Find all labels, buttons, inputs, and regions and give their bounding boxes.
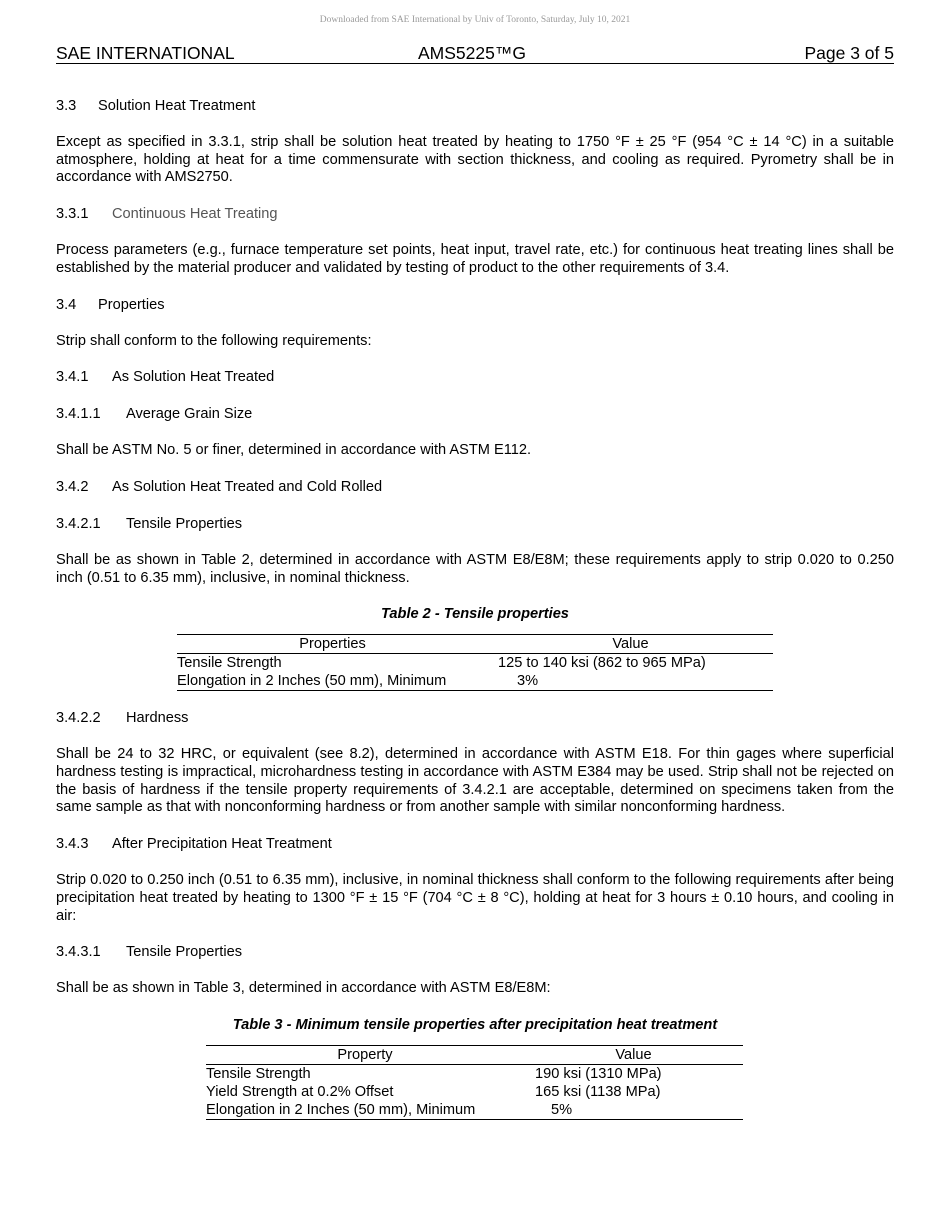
property-cell: Elongation in 2 Inches (50 mm), Minimum	[206, 1101, 524, 1120]
table-2-caption: Table 2 - Tensile properties	[381, 606, 569, 623]
page-header	[56, 43, 894, 64]
table-row	[206, 1101, 743, 1120]
section-number: 3.4	[56, 296, 77, 313]
page-number: Page 3 of 5	[804, 43, 894, 63]
column-header: Properties	[177, 635, 488, 654]
section-title: Tensile Properties	[126, 944, 242, 961]
section-number: 3.4.2.1	[56, 515, 101, 532]
section-heading-3-4-1-1	[56, 405, 894, 423]
section-heading-3-4	[56, 296, 894, 314]
table-row	[177, 654, 773, 673]
section-number: 3.4.2	[56, 478, 89, 495]
section-title: As Solution Heat Treated and Cold Rolled	[112, 478, 383, 495]
section-title: Tensile Properties	[126, 515, 242, 532]
section-heading-3-4-2-1	[56, 515, 894, 533]
section-number: 3.4.3.1	[56, 944, 101, 961]
table-header-row	[177, 635, 773, 654]
section-title: Continuous Heat Treating	[112, 206, 278, 223]
section-title: Hardness	[126, 710, 189, 727]
value-cell: 125 to 140 ksi (862 to 965 MPa)	[498, 655, 706, 672]
download-watermark: Downloaded from SAE International by Univ of Toronto, Saturday, July 10, 2021	[319, 15, 631, 25]
table-3-caption: Table 3 - Minimum tensile properties after precipitation heat treatment	[232, 1016, 718, 1033]
section-title: Properties	[98, 296, 165, 313]
table-row	[206, 1064, 743, 1083]
property-cell: Elongation in 2 Inches (50 mm), Minimum	[177, 672, 488, 691]
table-row	[206, 1083, 743, 1101]
property-cell: Tensile Strength	[177, 655, 282, 672]
value-cell: 3%	[488, 672, 773, 691]
column-header: Value	[488, 635, 773, 654]
section-heading-3-4-2-2	[56, 709, 894, 727]
table-2-tensile-properties	[177, 634, 773, 691]
section-title: As Solution Heat Treated	[112, 369, 275, 386]
section-title: After Precipitation Heat Treatment	[112, 836, 332, 853]
value-cell: 5%	[524, 1101, 743, 1120]
section-number: 3.3	[56, 98, 77, 114]
section-heading-3-4-1	[56, 368, 894, 386]
section-number: 3.3.1	[56, 206, 89, 223]
section-number: 3.4.2.2	[56, 710, 101, 727]
value-cell: 190 ksi (1310 MPa)	[535, 1065, 662, 1082]
section-title: Average Grain Size	[126, 406, 253, 423]
section-heading-3-3-1	[56, 205, 894, 223]
section-paragraph: Process parameters (e.g., furnace temperature set points, heat input, travel rate, etc.) for continuous heat treating lines shall be established by the material producer and validated by testing of product to the other requirements of 3.4.	[56, 242, 894, 276]
property-cell: Yield Strength at 0.2% Offset	[206, 1083, 394, 1100]
value-cell: 165 ksi (1138 MPa)	[535, 1083, 661, 1100]
section-number: 3.4.3	[56, 836, 89, 853]
section-heading-3-3	[56, 97, 894, 115]
publisher-name: SAE INTERNATIONAL	[56, 43, 235, 63]
document-id: AMS5225™G	[418, 43, 526, 63]
column-header: Value	[524, 1045, 743, 1064]
section-title: Solution Heat Treatment	[98, 98, 256, 114]
section-paragraph: Shall be ASTM No. 5 or finer, determined in accordance with ASTM E112.	[56, 442, 532, 459]
section-paragraph: Shall be as shown in Table 3, determined in accordance with ASTM E8/E8M:	[56, 980, 551, 997]
column-header: Property	[206, 1045, 524, 1064]
section-number: 3.4.1.1	[56, 406, 101, 423]
table-3-minimum-tensile-properties	[206, 1045, 743, 1120]
section-heading-3-4-3	[56, 835, 894, 853]
document-body	[56, 97, 894, 1120]
section-paragraph: Strip 0.020 to 0.250 inch (0.51 to 6.35 mm), inclusive, in nominal thickness shall conform to the following requirements after being precipitation heat treated by heating to 1300 °F ± 15 °F (704 °C ± 8 °C), holding at heat for 3 hours ± 0.10 hours, and cooling in air:	[56, 872, 894, 924]
table-row	[177, 672, 773, 691]
section-number: 3.4.1	[56, 369, 89, 386]
property-cell: Tensile Strength	[206, 1065, 311, 1082]
table-header-row	[206, 1045, 743, 1064]
section-heading-3-4-3-1	[56, 943, 894, 961]
section-heading-3-4-2	[56, 478, 894, 496]
section-paragraph: Shall be 24 to 32 HRC, or equivalent (see 8.2), determined in accordance with ASTM E18. For thin gages where superficial hardness testing is impractical, microhardness testing in accordance with ASTM E384 may be used. Strip shall not be rejected on the basis of hardness if the tensile property requirements of 3.4.2.1 are acceptable, determined on specimens taken from the same sample as that with nonconforming hardness or from another sample with similar nonconforming hardness.	[56, 746, 894, 816]
section-paragraph: Strip shall conform to the following requirements:	[56, 332, 372, 349]
section-paragraph: Shall be as shown in Table 2, determined in accordance with ASTM E8/E8M; these requirements apply to strip 0.020 to 0.250 inch (0.51 to 6.35 mm), inclusive, in nominal thickness.	[56, 551, 894, 586]
section-paragraph: Except as specified in 3.3.1, strip shall be solution heat treated by heating to 1750 °F ± 25 °F (954 °C ± 14 °C) in a suitable atmosphere, holding at heat for a time commensurate with section thickness, and cooling as required. Pyrometry shall be in accordance with AMS2750.	[56, 134, 894, 186]
